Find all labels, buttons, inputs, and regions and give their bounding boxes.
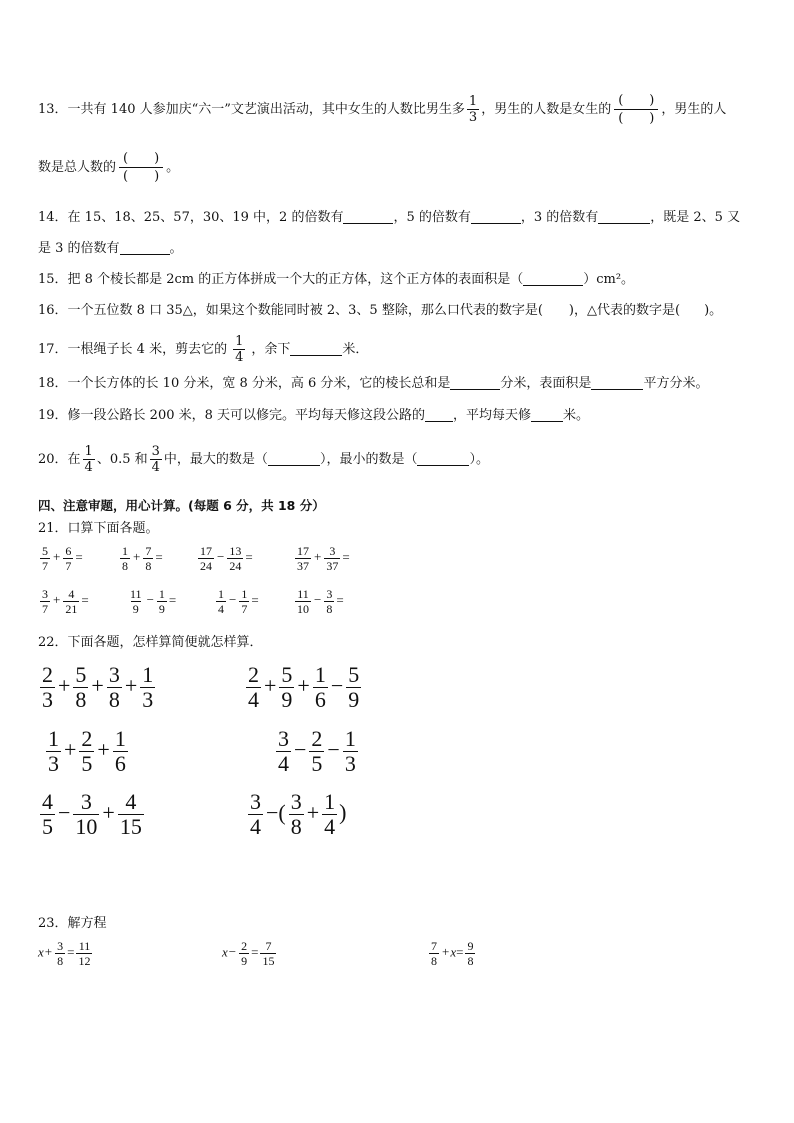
fraction: $\frac{1}{4}$ — [84, 444, 93, 475]
answer-blank[interactable] — [343, 209, 393, 224]
fraction: $\frac{3}{4}$ — [151, 444, 160, 475]
question-17: 17．一根绳子长 4 米，剪去它的 $\frac{1}{4}$ ，余下 米． — [38, 334, 369, 365]
question-16: 16．一个五位数 8 口 35△，如果这个数能同时被 2、3、5 整除，那么口代表的数字是( )，△代表的数字是( )。 — [38, 303, 723, 318]
mental-calc-item: $\frac{11}{9}$ − $\frac{1}{9}$ = — [130, 587, 177, 616]
equation: x+ $\frac{3}{8}$ = $\frac{11}{12}$ — [38, 939, 91, 968]
question-20: 20．在 $\frac{1}{4}$ 、0.5 和 $\frac{3}{4}$ 中，最大的数是（ ），最小的数是（ ）。 — [38, 444, 489, 475]
answer-blank[interactable] — [598, 209, 650, 224]
mental-calc-item: $\frac{1}{4}$ − $\frac{1}{7}$ = — [218, 587, 259, 616]
question-23-title: 23．解方程 — [38, 916, 107, 931]
answer-blank[interactable] — [290, 341, 342, 356]
question-18: 18．一个长方体的长 10 分米，宽 8 分米，高 6 分米，它的棱长总和是 分米，表面积是 平方分米。 — [38, 376, 709, 391]
answer-blank[interactable] — [268, 451, 320, 466]
simplify-expression: $\frac{3}{4}$ −( $\frac{3}{8}$ + $\frac{1}{4}$ ) — [250, 789, 347, 839]
blank-fraction[interactable]: ( ) ( ) — [614, 92, 658, 127]
fraction: $\frac{1}{4}$ — [235, 334, 244, 365]
question-22-title: 22．下面各题，怎样算简便就怎样算． — [38, 635, 263, 650]
simplify-expression: $\frac{3}{4}$ − $\frac{2}{5}$ − $\frac{1}{3}$ — [278, 726, 356, 776]
answer-blank[interactable] — [523, 271, 583, 286]
question-21-title: 21．口算下面各题。 — [38, 521, 159, 536]
answer-blank[interactable] — [417, 451, 469, 466]
question-15: 15．把 8 个棱长都是 2cm 的正方体拼成一个大的正方体，这个正方体的表面积是（ ）cm²。 — [38, 272, 635, 287]
question-19: 19．修一段公路长 200 米，8 天可以修完。平均每天修这段公路的 ，平均每天修 米。 — [38, 408, 590, 423]
answer-blank[interactable] — [425, 407, 453, 422]
mental-calc-item: $\frac{1}{8}$ + $\frac{7}{8}$ = — [122, 544, 163, 573]
fraction: $\frac{1}{3}$ — [468, 94, 478, 125]
question-13-line2: 数是总人数的 ( ) ( ) 。 — [38, 151, 180, 184]
mental-calc-item: $\frac{17}{37}$ + $\frac{3}{37}$ = — [297, 544, 350, 573]
answer-blank[interactable] — [591, 375, 643, 390]
simplify-expression: $\frac{2}{3}$ + $\frac{5}{8}$ + $\frac{3}{8}$ + $\frac{1}{3}$ — [42, 662, 154, 712]
answer-blank[interactable] — [471, 209, 521, 224]
mental-calc-item: $\frac{17}{24}$ − $\frac{13}{24}$ = — [200, 544, 253, 573]
equation: x− $\frac{2}{9}$ = $\frac{7}{15}$ — [222, 939, 275, 968]
section-heading: 四、注意审题，用心计算。(每题 6 分，共 18 分） — [38, 498, 325, 513]
equation: $\frac{7}{8}$ +x= $\frac{9}{8}$ — [431, 939, 474, 968]
answer-blank[interactable] — [450, 375, 500, 390]
mental-calc-item: $\frac{3}{7}$ + $\frac{4}{21}$ = — [42, 587, 89, 616]
simplify-expression: $\frac{2}{4}$ + $\frac{5}{9}$ + $\frac{1}{6}$ − $\frac{5}{9}$ — [248, 662, 360, 712]
question-14-line2: 是 3 的倍数有 。 — [38, 241, 183, 256]
mental-calc-item: $\frac{5}{7}$ + $\frac{6}{7}$ = — [42, 544, 83, 573]
blank-fraction[interactable]: ( ) ( ) — [119, 150, 163, 185]
simplify-expression: $\frac{1}{3}$ + $\frac{2}{5}$ + $\frac{1}{6}$ — [48, 726, 126, 776]
mental-calc-item: $\frac{11}{10}$ − $\frac{3}{8}$ = — [297, 587, 344, 616]
simplify-expression: $\frac{4}{5}$ − $\frac{3}{10}$ + $\frac{4}{15}$ — [42, 789, 142, 839]
question-13-line1: 13．一共有 140 人参加庆“六一”文艺演出活动，其中女生的人数比男生多 $\frac{1}{3}$ ，男生的人数是女生的 ( ) ( ) ，男生的人 — [38, 93, 727, 126]
answer-blank[interactable] — [120, 240, 170, 255]
question-14-line1: 14．在 15、18、25、57，30、19 中，2 的倍数有 ，5 的倍数有 ，3 的倍数有 ，既是 2、5 又 — [38, 210, 741, 225]
answer-blank[interactable] — [531, 407, 563, 422]
